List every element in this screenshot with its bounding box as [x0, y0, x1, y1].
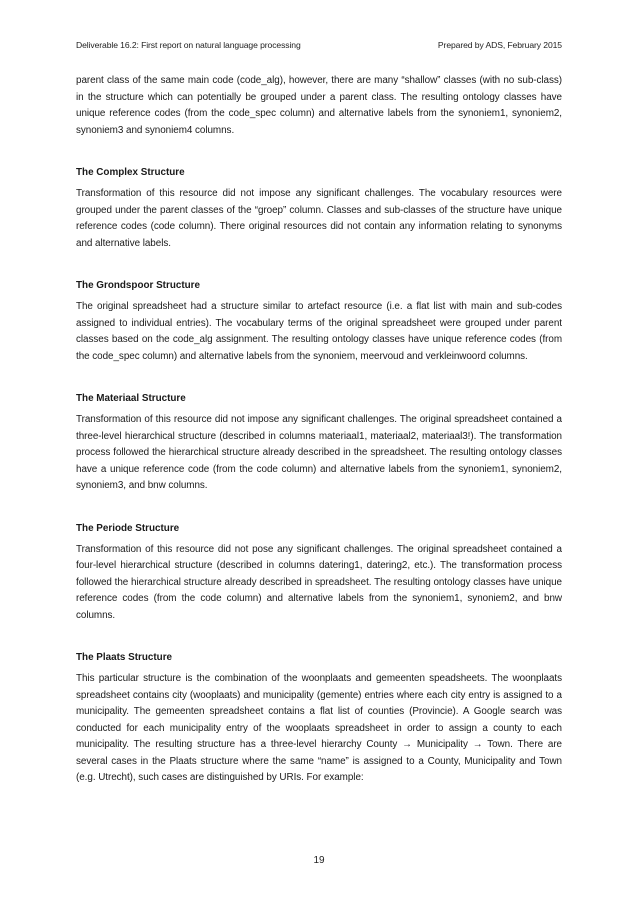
page-content — [76, 73, 562, 787]
section-grondspoor — [76, 278, 562, 365]
section-paragraph: Transformation of this resource did not impose any significant challenges. The vocabulary resources were grouped under the parent classes of the “groep” column. Classes and sub-classes of the structure have unique reference codes (code column). There original resources did not contain any information relating to synonyms and alternative labels. — [76, 188, 562, 249]
page-number: 19 — [313, 855, 325, 866]
section-complex — [76, 165, 562, 252]
section-heading: The Grondspoor Structure — [76, 280, 200, 291]
section-materiaal — [76, 391, 562, 495]
header-deliverable-title: Deliverable 16.2: First report on natural language processing — [76, 40, 301, 50]
section-paragraph: Transformation of this resource did not pose any significant challenges. The original spreadsheet contained a four-level hierarchical structure (described in columns datering1, datering2, etc.). The transformation process followed the hierarchical structure already described in spreadsheet. The resulting ontology classes have unique reference codes (from the code column) and alternative labels from the synoniem1, synoniem2, and bnw columns. — [76, 543, 562, 621]
section-paragraph: Transformation of this resource did not impose any significant challenges. The original spreadsheet contained a three-level hierarchical structure (described in columns materiaal1, materiaal2, materiaal3!). The transformation process followed the hierarchical structure already described in the spreadsheet. The resulting ontology classes have a unique reference code (from the code column) and alternative labels from the synoniem1, synoniem2, synoniem3, and bnw columns. — [76, 414, 562, 491]
section-heading: The Plaats Structure — [76, 652, 173, 663]
section-paragraph: This particular structure is the combination of the woonplaats and gemeenten speadsheets. The woonplaats spreadsheet contains city (wooplaats) and municipality (gemente) entries where each city entry is assigned to a municipality. The gemeenten spreadsheet contains a flat list of counties (Provincie). A Google search was conducted for each municipality entry of the wooplaats spreadsheet in order to assign a county to each municipality. The resulting structure has a three-level hierarchy County → Municipality → Town. There are several cases in the Plaats structure where the same “name” is assigned to a County, Municipality and Town (e.g. Utrecht), such cases are distinguished by URIs. For example: — [76, 673, 562, 783]
section-paragraph: The original spreadsheet had a structure similar to artefact resource (i.e. a flat list with main and sub-codes assigned to individual entries). The vocabulary terms of the original spreadsheet were grouped under parent classes based on the code_alg assignment. The resulting ontology classes have unique reference codes (from the code_spec column) and alternative labels from the synoniem, meervoud and verkleinwoord columns. — [76, 301, 562, 362]
page-header — [76, 40, 562, 50]
section-heading: The Complex Structure — [76, 167, 185, 178]
section-heading: The Materiaal Structure — [76, 393, 186, 404]
section-periode — [76, 521, 562, 625]
section-heading: The Periode Structure — [76, 522, 180, 534]
intro-paragraph: parent class of the same main code (code_alg), however, there are many “shallow” classes (with no sub-class) in the structure which can potentially be grouped under a parent class. The resulting ontology classes have unique reference codes (from the code_spec column) and alternative labels from the synoniem1, synoniem2, synoniem3 and synoniem4 columns. — [76, 75, 562, 136]
section-plaats — [76, 650, 562, 787]
header-prepared-by: Prepared by ADS, February 2015 — [437, 40, 562, 50]
